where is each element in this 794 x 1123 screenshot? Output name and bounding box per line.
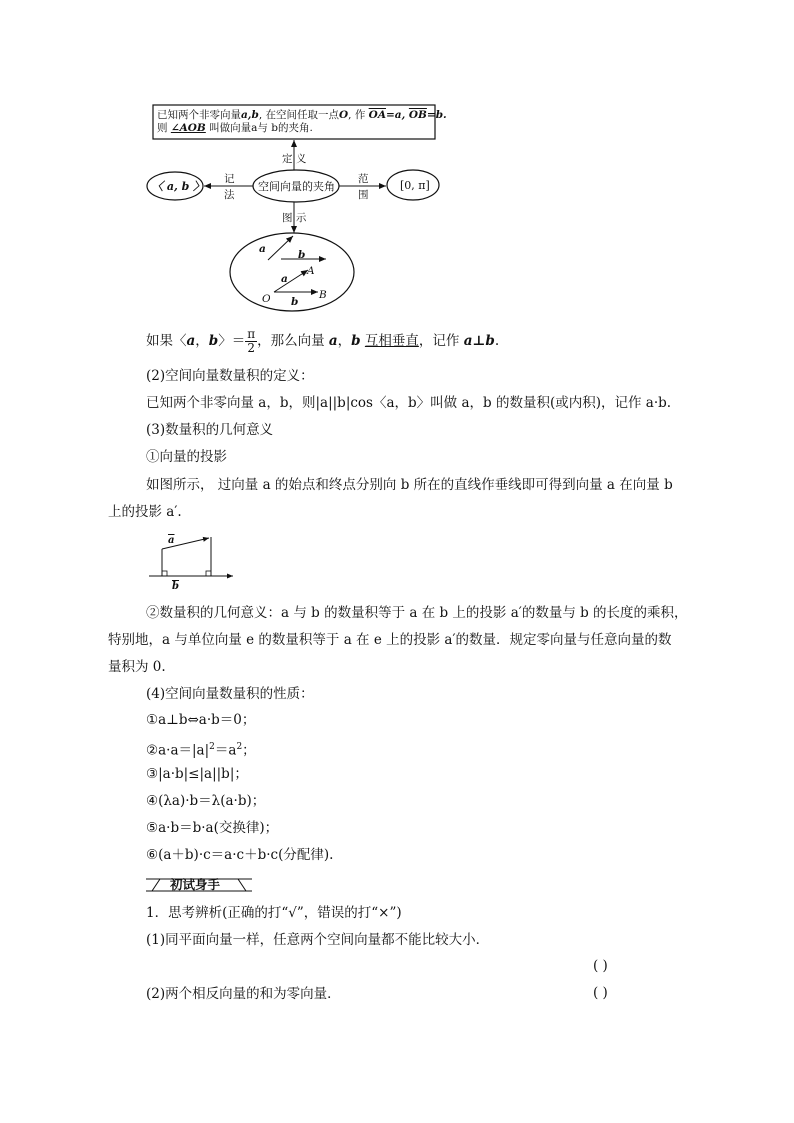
section-badge bbox=[146, 876, 252, 894]
illustration-arrow-label: 图 示 bbox=[282, 212, 307, 224]
p1-b: b bbox=[208, 333, 219, 349]
answer-blank-2[interactable]: ( ) bbox=[593, 985, 608, 1001]
prop2-sup2: 2 bbox=[236, 742, 243, 752]
projection-b-label: $\overline{b}$ bbox=[172, 581, 179, 592]
right-angle-left bbox=[162, 571, 167, 576]
notation-arrow-label-1: 记 bbox=[224, 173, 235, 185]
def-suffix: 叫做向量a与 b的夹角. bbox=[205, 122, 313, 134]
def-OA: $\overline{OA}$ bbox=[368, 109, 386, 121]
illus-A-label: A bbox=[307, 265, 315, 277]
question-1-2: (2)两个相反向量的和为零向量． bbox=[146, 986, 341, 1002]
def-text-3: , 作 bbox=[348, 109, 369, 121]
right-angle-right bbox=[206, 571, 211, 576]
p1-mid: ，那么向量 bbox=[257, 333, 329, 349]
illus-B-label: B bbox=[319, 289, 327, 301]
dot-product-def: 已知两个非零向量 a，b，则|a||b|cos〈a，b〉叫做 a，b 的数量积(或内积)，记作 a·b. bbox=[146, 395, 672, 411]
range-arrow-label-2: 围 bbox=[358, 189, 369, 201]
def-O: O bbox=[339, 109, 349, 121]
definition-arrow-label: 定 义 bbox=[282, 153, 307, 165]
def-eq2: =b. bbox=[426, 109, 447, 121]
p1-eq: 〉＝ bbox=[218, 333, 246, 349]
heading-geometric-meaning: (3)数量积的几何意义 bbox=[146, 422, 274, 438]
notation-arrow-label-2: 法 bbox=[224, 189, 235, 201]
def-text-2: , 在空间任取一点 bbox=[258, 109, 339, 121]
range-label: [0, π] bbox=[400, 179, 430, 192]
prop2-mid: ＝a bbox=[214, 742, 237, 759]
perp-formula: a⊥b bbox=[463, 333, 495, 349]
heading-projection: ①向量的投影 bbox=[146, 449, 227, 465]
pi-numerator: π bbox=[247, 327, 256, 341]
heading-dot-product-def: (2)空间向量数量积的定义： bbox=[146, 368, 314, 384]
definition-line-2 bbox=[157, 122, 313, 135]
p1-end: . bbox=[494, 333, 500, 349]
p1-a2: a bbox=[328, 333, 338, 349]
pi-denominator: 2 bbox=[247, 341, 255, 355]
perpendicular-paragraph bbox=[146, 326, 499, 356]
notation-label: 〈 a, b 〉 bbox=[152, 180, 205, 193]
heading-properties: (4)空间向量数量积的性质： bbox=[146, 686, 314, 702]
illus-b-label: b bbox=[298, 249, 306, 261]
range-arrow-label-1: 范 bbox=[358, 173, 369, 185]
illus-b2-label: b bbox=[291, 296, 299, 308]
illus-O-label: O bbox=[262, 293, 271, 305]
section-title: 初试身手 bbox=[170, 877, 221, 892]
geometric-meaning-3: 量积为 0. bbox=[108, 659, 166, 675]
geometric-meaning-1: ②数量积的几何意义：a 与 b 的数量积等于 a 在 b 上的投影 a′的数量与 b 的长度的乘积， bbox=[146, 605, 688, 621]
property-2 bbox=[146, 738, 256, 760]
def-angle: ∠AOB bbox=[170, 122, 206, 134]
question-1-1: (1)同平面向量一样，任意两个空间向量都不能比较大小． bbox=[146, 932, 490, 948]
geometric-meaning-2: 特别地，a 与单位向量 e 的数量积等于 a 在 e 上的投影 a′的数量．规定零向量与任意向量的数 bbox=[108, 632, 672, 648]
question-1: 1．思考辨析(正确的打“√”，错误的打“×”) bbox=[146, 905, 402, 921]
definition-line-1 bbox=[157, 109, 447, 122]
property-6: ⑥(a＋b)·c＝a·c＋b·c(分配律). bbox=[146, 847, 334, 863]
projection-a-label: $\overline{a}$ bbox=[168, 535, 175, 546]
def-OB: $\overline{OB}$ bbox=[408, 109, 427, 121]
property-5: ⑤a·b＝b·a(交换律)； bbox=[146, 820, 279, 836]
projection-text-2: 上的投影 a′. bbox=[108, 504, 182, 520]
p1-comma: ， bbox=[195, 333, 209, 349]
property-3: ③|a·b|≤|a||b|； bbox=[146, 766, 248, 782]
prop2-sup: 2 bbox=[209, 742, 215, 752]
property-4: ④(λa)·b＝λ(a·b)； bbox=[146, 793, 266, 809]
center-label: 空间向量的夹角 bbox=[258, 180, 335, 193]
perpendicular-term: 互相垂直 bbox=[364, 333, 419, 349]
p1-text: 如果〈 bbox=[146, 333, 187, 349]
p1-note: ，记作 bbox=[418, 333, 464, 349]
prop2-end: ； bbox=[242, 742, 256, 759]
def-then: 则 bbox=[157, 122, 171, 134]
prop2-main: ②a·a＝|a| bbox=[146, 742, 210, 759]
p1-comma2: ， bbox=[337, 333, 352, 349]
def-eq1: =a, bbox=[385, 109, 409, 121]
def-ab: a,b bbox=[241, 109, 259, 121]
property-1: ①a⊥b⇔a·b＝0； bbox=[146, 712, 256, 728]
def-text: 已知两个非零向量 bbox=[157, 109, 241, 121]
projection-text-1: 如图所示， 过向量 a 的始点和终点分别向 b 所在的直线作垂线即可得到向量 a 在向量 b bbox=[146, 477, 673, 493]
p1-b2: b bbox=[351, 333, 361, 349]
illus-a2-label: a bbox=[281, 273, 288, 285]
projection-figure bbox=[145, 528, 240, 594]
pi-over-2 bbox=[245, 328, 257, 355]
p1-a: a bbox=[186, 333, 196, 349]
illus-a-label: a bbox=[259, 243, 266, 255]
answer-blank-1[interactable]: ( ) bbox=[593, 958, 608, 974]
